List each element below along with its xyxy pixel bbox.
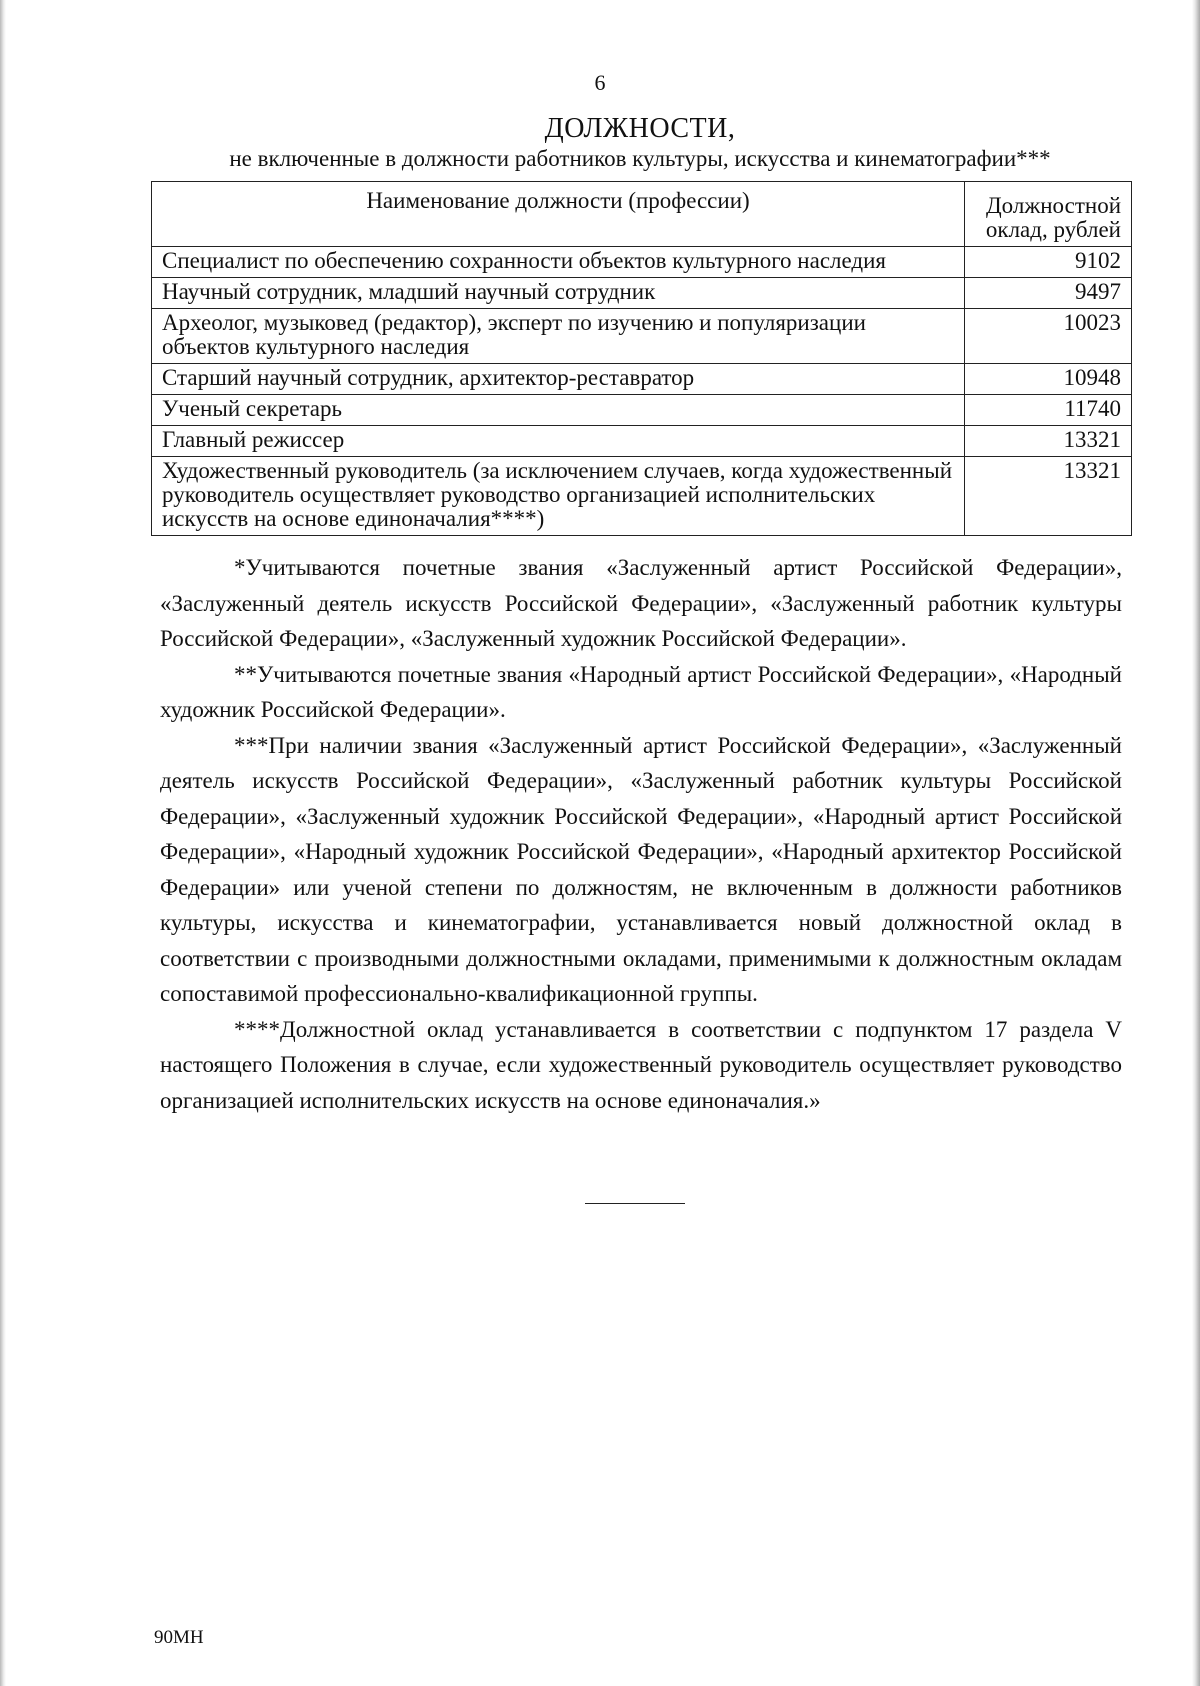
- document-title: ДОЛЖНОСТИ,: [544, 113, 736, 144]
- position-name: Художественный руководитель (за исключением случаев, когда художественный руководитель осуществляет руководство организацией исполнительских искусств на основе единоначалия****): [152, 457, 965, 536]
- position-name: Старший научный сотрудник, архитектор-реставратор: [152, 364, 965, 395]
- table-header-row: [152, 182, 1132, 247]
- header-position-name: Наименование должности (профессии): [152, 182, 965, 247]
- document-subtitle: не включенные в должности работников культуры, искусства и кинематографии***: [229, 146, 1051, 171]
- table-row: [152, 309, 1132, 364]
- footnote-3: ***При наличии звания «Заслуженный артист Российской Федерации», «Заслуженный деятель искусств Российской Федерации», «Заслуженный работник культуры Российской Федерации», «Заслуженный художник Российской Федерации», «Народный артист Российской Федерации», «Народный художник Российской Федерации», «Народный архитектор Российской Федерации» или ученой степени по должностям, не включенным в должности работников культуры, искусства и кинематографии, устанавливается новый должностной оклад в соответствии с производными должностными окладами, применимыми к должностным окладам сопоставимой профессионально-квалификационной группы.: [160, 732, 1122, 1006]
- position-salary: 11740: [965, 395, 1132, 426]
- table-row: [152, 426, 1132, 457]
- end-divider: [585, 1203, 685, 1204]
- table-row: [152, 278, 1132, 309]
- position-salary: 13321: [965, 457, 1132, 536]
- position-name: Ученый секретарь: [152, 395, 965, 426]
- position-name: Специалист по обеспечению сохранности объектов культурного наследия: [152, 247, 965, 278]
- scan-edge-right: [1192, 0, 1200, 1686]
- footnote-1: *Учитываются почетные звания «Заслуженный артист Российской Федерации», «Заслуженный деятель искусств Российской Федерации», «Заслуженный работник культуры Российской Федерации», «Заслуженный художник Российской Федерации».: [160, 555, 1122, 651]
- header-salary: Должностной оклад, рублей: [965, 182, 1132, 247]
- position-name: Главный режиссер: [152, 426, 965, 457]
- footer-code: 90МН: [154, 1627, 204, 1648]
- footnote-2: **Учитываются почетные звания «Народный артист Российской Федерации», «Народный художник Российской Федерации».: [160, 661, 1122, 722]
- table-row: [152, 395, 1132, 426]
- footnote-4: ****Должностной оклад устанавливается в соответствии с подпунктом 17 раздела V настоящего Положения в случае, если художественный руководитель осуществляет руководство организацией исполнительских искусств на основе единоначалия.»: [160, 1016, 1122, 1113]
- position-salary: 10948: [965, 364, 1132, 395]
- scan-edge-left: [0, 0, 6, 1686]
- table-row: [152, 247, 1132, 278]
- table-row: [152, 364, 1132, 395]
- positions-table: [151, 181, 1132, 536]
- position-salary: 10023: [965, 309, 1132, 364]
- position-name: Археолог, музыковед (редактор), эксперт по изучению и популяризации объектов культурного наследия: [152, 309, 965, 364]
- table-row: [152, 457, 1132, 536]
- position-name: Научный сотрудник, младший научный сотрудник: [152, 278, 965, 309]
- footnotes: [160, 550, 1122, 1118]
- page-number: 6: [594, 70, 606, 95]
- position-salary: 9497: [965, 278, 1132, 309]
- position-salary: 9102: [965, 247, 1132, 278]
- position-salary: 13321: [965, 426, 1132, 457]
